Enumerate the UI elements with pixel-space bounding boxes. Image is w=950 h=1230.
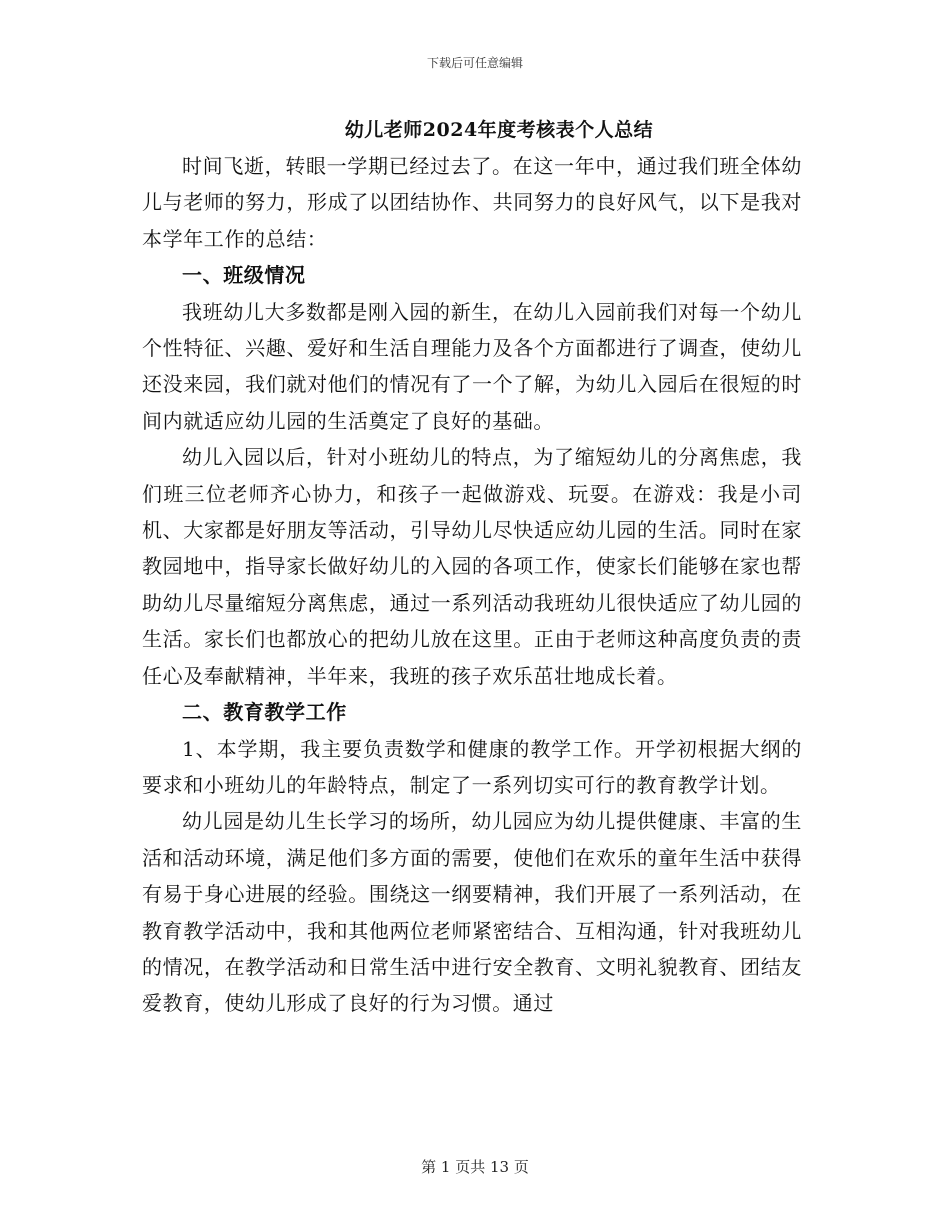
- header-note: 下载后可任意编辑: [426, 56, 523, 70]
- section-heading-class-situation: 一、班级情况: [182, 263, 306, 288]
- document-body: [142, 148, 802, 1022]
- section-heading-teaching-work: 二、教育教学工作: [182, 700, 347, 725]
- page-number-footer: 第 1 页共 13 页: [421, 1158, 529, 1176]
- document-title: 幼儿老师2024年度考核表个人总结: [344, 119, 654, 141]
- body-paragraph: 1、本学期，我主要负责数学和健康的教学工作。开学初根据大纲的要求和小班幼儿的年龄特点，制定了一系列切实可行的教育教学计划。: [142, 736, 802, 797]
- body-paragraph: 我班幼儿大多数都是刚入园的新生，在幼儿入园前我们对每一个幼儿个性特征、兴趣、爱好和生活自理能力及各个方面都进行了调查，使幼儿还没来园，我们就对他们的情况有了一个了解，为幼儿入园后在很短的时间内就适应幼儿园的生活奠定了良好的基础。: [142, 299, 802, 433]
- body-paragraph: 幼儿入园以后，针对小班幼儿的特点，为了缩短幼儿的分离焦虑，我们班三位老师齐心协力，和孩子一起做游戏、玩耍。在游戏：我是小司机、大家都是好朋友等活动，引导幼儿尽快适应幼儿园的生活。同时在家教园地中，指导家长做好幼儿的入园的各项工作，使家长们能够在家也帮助幼儿尽量缩短分离焦虑，通过一系列活动我班幼儿很快适应了幼儿园的生活。家长们也都放心的把幼儿放在这里。正由于老师这种高度负责的责任心及奉献精神，半年来，我班的孩子欢乐茁壮地成长着。: [142, 445, 802, 688]
- intro-paragraph: 时间飞逝，转眼一学期已经过去了。在这一年中，通过我们班全体幼儿与老师的努力，形成了以团结协作、共同努力的良好风气，以下是我对本学年工作的总结：: [142, 154, 802, 251]
- body-paragraph: 幼儿园是幼儿生长学习的场所，幼儿园应为幼儿提供健康、丰富的生活和活动环境，满足他们多方面的需要，使他们在欢乐的童年生活中获得有易于身心进展的经验。围绕这一纲要精神，我们开展了一系列活动，在教育教学活动中，我和其他两位老师紧密结合、互相沟通，针对我班幼儿的情况，在教学活动和日常生活中进行安全教育、文明礼貌教育、团结友爱教育，使幼儿形成了良好的行为习惯。通过: [142, 809, 802, 1016]
